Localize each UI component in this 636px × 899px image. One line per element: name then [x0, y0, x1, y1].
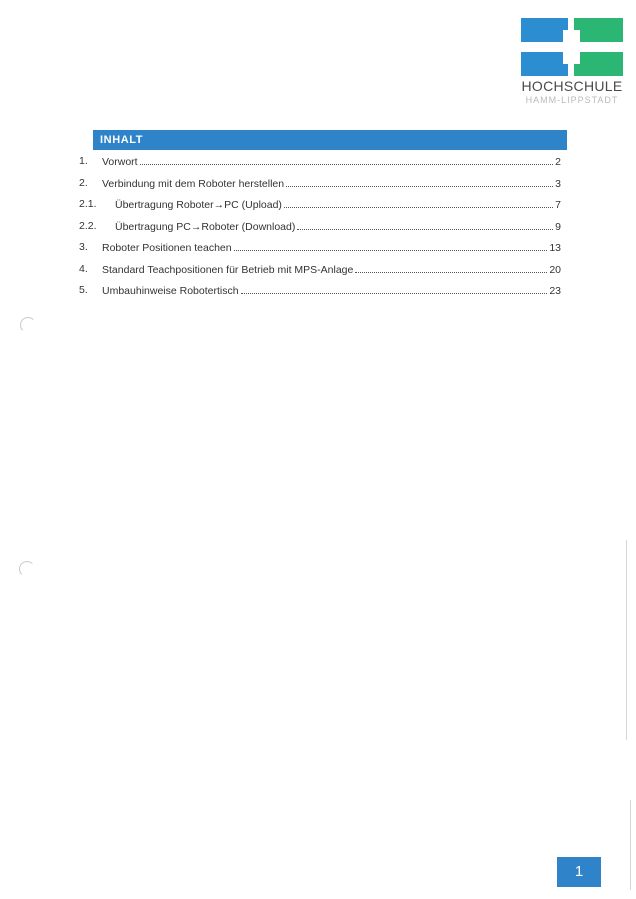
toc-leader-dots — [355, 260, 547, 273]
university-logo-mark-icon — [521, 18, 623, 76]
toc-leader-dots — [286, 174, 553, 187]
logo-name: HOCHSCHULE — [521, 78, 623, 94]
toc-entry-number: 2.2. — [79, 220, 97, 232]
toc-entry-number: 3. — [79, 241, 88, 253]
toc-leader-dots — [241, 281, 548, 294]
toc-entry-title: Übertragung PC→Roboter (Download) — [115, 221, 296, 233]
toc-entry-number: 4. — [79, 263, 88, 275]
toc-leader-dots — [284, 195, 553, 208]
toc-leader-dots — [297, 217, 553, 230]
punch-hole — [20, 317, 36, 333]
logo-subtitle: HAMM-LIPPSTADT — [525, 95, 619, 105]
toc-entry-page: 2 — [555, 156, 561, 168]
toc-entry[interactable] — [0, 217, 636, 235]
toc-entry-page: 3 — [555, 178, 561, 190]
punch-hole — [19, 561, 35, 577]
toc-leader-dots — [140, 152, 554, 165]
toc-entry[interactable] — [0, 174, 636, 192]
toc-entry-title: Verbindung mit dem Roboter herstellen — [102, 178, 285, 190]
toc-entry-page: 9 — [555, 221, 561, 233]
page-number: 1 — [557, 857, 601, 887]
toc-entry-title: Standard Teachpositionen für Betrieb mit MPS-Anlage — [102, 264, 354, 276]
toc-entry-number: 2. — [79, 177, 88, 189]
toc-leader-dots — [234, 238, 548, 251]
toc-entry-page: 7 — [555, 199, 561, 211]
toc-entry-page: 13 — [549, 242, 561, 254]
toc-entry-number: 5. — [79, 284, 88, 296]
toc-entry-title: Vorwort — [102, 156, 138, 168]
toc-entry-page: 23 — [549, 285, 561, 297]
scan-edge-line — [630, 800, 631, 890]
toc-entry-page: 20 — [549, 264, 561, 276]
toc-heading: INHALT — [93, 130, 567, 150]
toc-entry-title: Übertragung Roboter→PC (Upload) — [115, 199, 282, 211]
toc-entry[interactable] — [0, 195, 636, 213]
toc-entry[interactable] — [0, 152, 636, 170]
toc-entry-title: Roboter Positionen teachen — [102, 242, 232, 254]
hochschule-logo — [518, 14, 626, 105]
toc-entry[interactable] — [0, 281, 636, 299]
toc-entry[interactable] — [0, 238, 636, 256]
toc-entry-number: 1. — [79, 155, 88, 167]
toc-entry[interactable] — [0, 260, 636, 278]
scan-edge-line — [626, 540, 627, 740]
toc-entry-title: Umbauhinweise Robotertisch — [102, 285, 239, 297]
toc-entry-number: 2.1. — [79, 198, 97, 210]
